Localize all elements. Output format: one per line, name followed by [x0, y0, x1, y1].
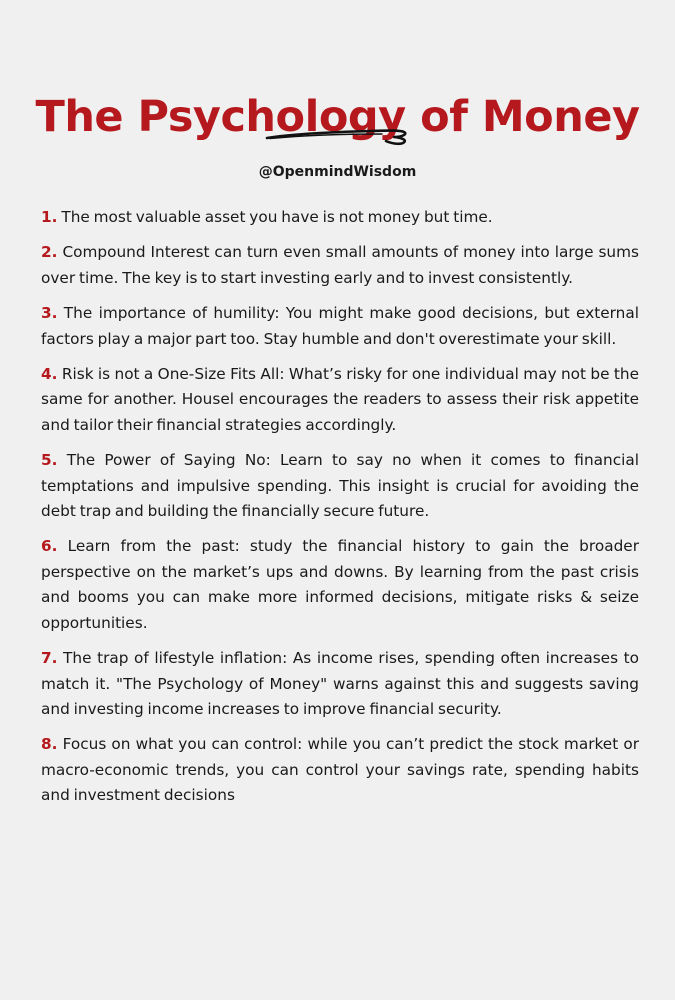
point-number: 6.: [41, 537, 58, 556]
point-text: Learn from the past: study the financial history to gain the broader perspective on the market’s ups and downs. By learning from the past crisis and booms you can make more informed decisions, mitigate risks & seize opportunities.: [41, 537, 639, 632]
point-text: Focus on what you can control: while you can’t predict the stock market or macro-economic trends, you can control your savings rate, spending habits and investment decisions: [41, 735, 639, 805]
list-item: [41, 301, 639, 352]
swoosh-underline-icon: [262, 122, 412, 150]
point-number: 1.: [41, 208, 58, 226]
author-handle: @OpenmindWisdom: [258, 164, 417, 180]
point-text: Risk is not a One-Size Fits All: What’s risky for one individual may not be the same for another. Housel encourages the readers to assess their risk appetite and tailor their financial strategies accordingly.: [41, 365, 639, 434]
point-number: 8.: [41, 735, 58, 754]
point-number: 3.: [41, 304, 58, 323]
point-text: Compound Interest can turn even small amounts of money into large sums over time. The key is to start investing early and to invest consistently.: [41, 243, 639, 287]
point-text: The trap of lifestyle inflation: As income rises, spending often increases to match it. "The Psychology of Money" warns against this and suggests saving and investing income increases to improve financial security.: [41, 649, 639, 718]
point-number: 4.: [41, 365, 58, 384]
point-text: The Power of Saying No: Learn to say no when it comes to financial temptations and impulsive spending. This insight is crucial for avoiding the debt trap and building the financially secure future.: [41, 451, 639, 521]
point-number: 2.: [41, 243, 58, 262]
point-text: The most valuable asset you have is not money but time.: [61, 208, 493, 226]
list-item: [41, 240, 639, 291]
point-text: The importance of humility: You might make good decisions, but external factors play a major part too. Stay humble and don't overestimate your skill.: [41, 304, 639, 348]
list-item: [41, 362, 639, 438]
point-number: 7.: [41, 649, 58, 668]
list-item: [41, 448, 639, 524]
list-item: [41, 646, 639, 722]
page-title: The Psychology of Money: [35, 91, 640, 142]
list-item: [41, 205, 639, 230]
list-item: [41, 534, 639, 636]
point-number: 5.: [41, 451, 58, 470]
points-list: [41, 205, 639, 819]
list-item: [41, 732, 639, 808]
